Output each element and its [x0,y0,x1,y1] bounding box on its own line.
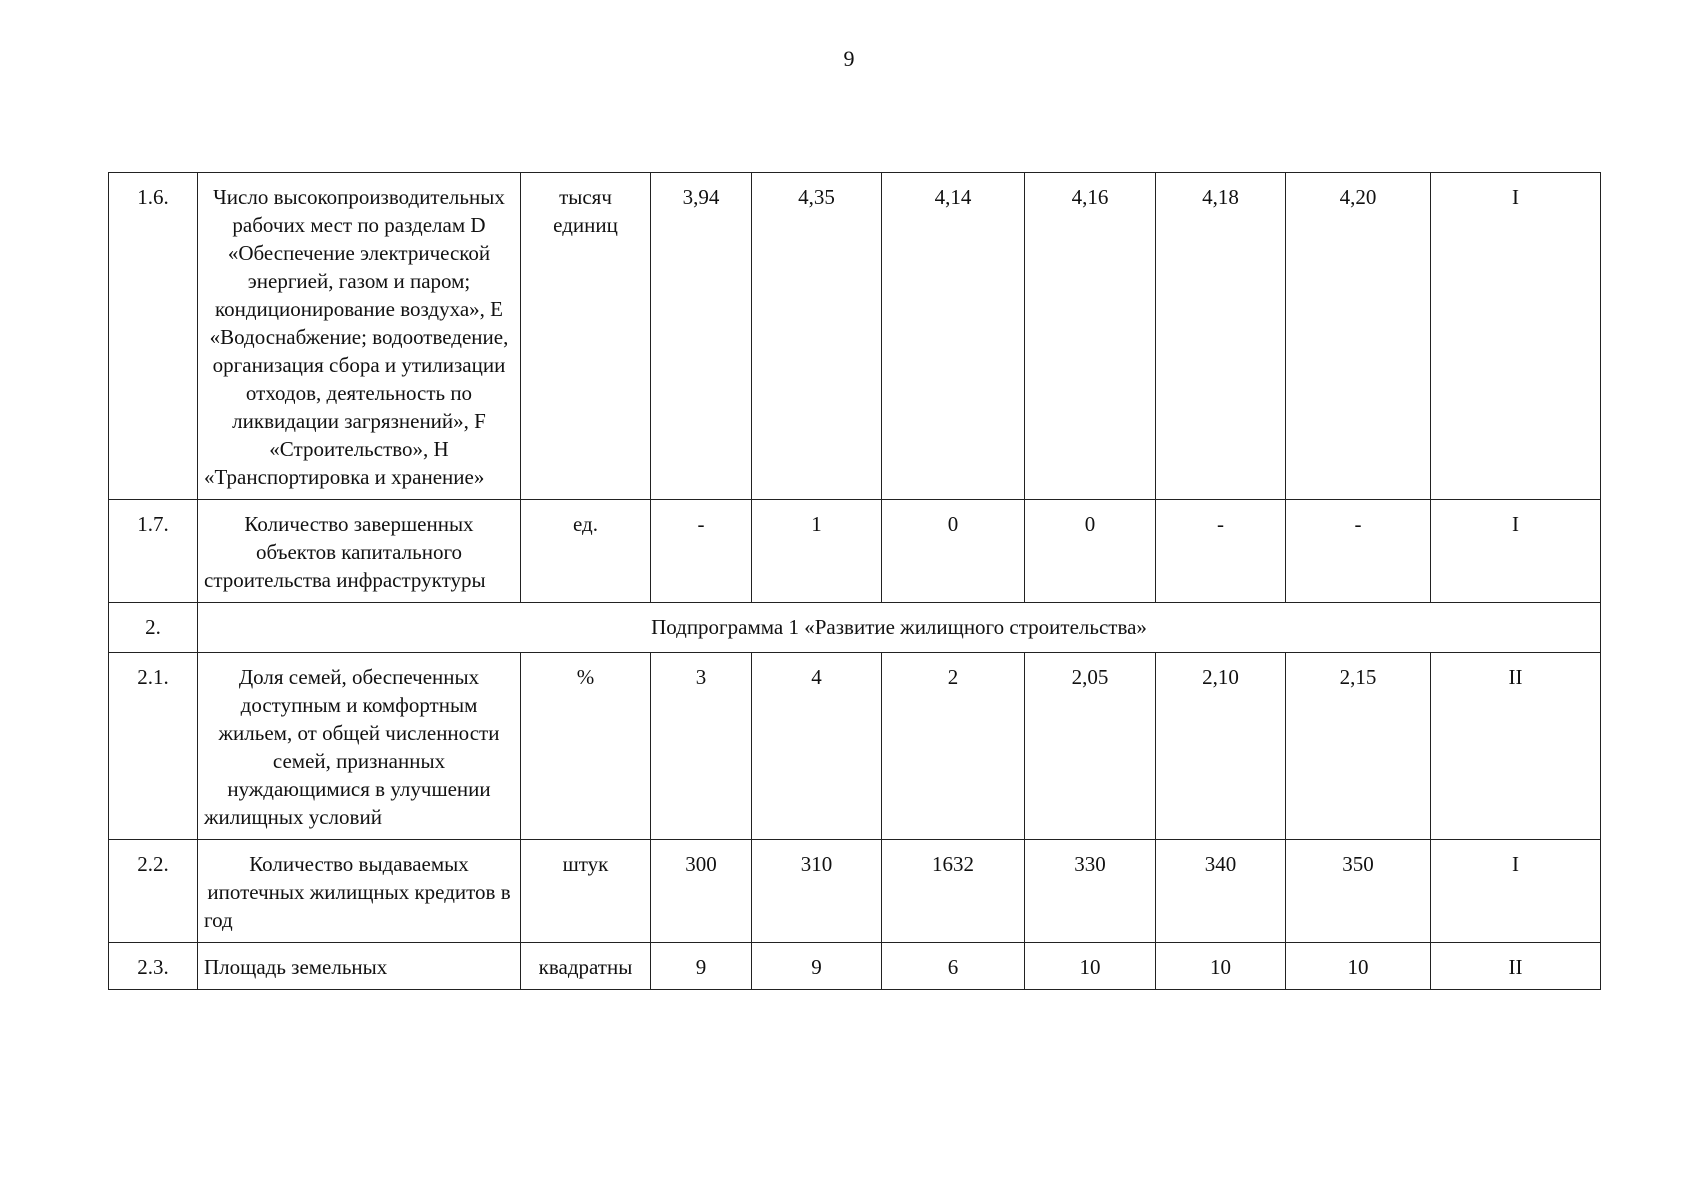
value-cell: 4,18 [1156,173,1286,500]
value-cell: 2,10 [1156,653,1286,840]
value-cell: 1 [752,500,882,603]
value-cell: 340 [1156,840,1286,943]
value-cell: - [651,500,752,603]
unit-cell: тысяч единиц [521,173,651,500]
value-cell: 3 [651,653,752,840]
value-cell: 4,35 [752,173,882,500]
value-cell: - [1286,500,1431,603]
value-cell: 4,16 [1025,173,1156,500]
indicators-table [108,172,1601,990]
table-row [109,500,1601,603]
section-title: Подпрограмма 1 «Развитие жилищного строительства» [198,603,1601,653]
value-cell: 3,94 [651,173,752,500]
indicator-name: Количество завершенных объектов капитального строительства инфраструктуры [198,500,521,603]
type-cell: I [1431,840,1601,943]
row-number: 2.1. [109,653,198,840]
value-cell: 9 [752,943,882,990]
value-cell: 4 [752,653,882,840]
type-cell: II [1431,653,1601,840]
table-row [109,943,1601,990]
value-cell: 1632 [882,840,1025,943]
value-cell: 330 [1025,840,1156,943]
value-cell: 6 [882,943,1025,990]
value-cell: 350 [1286,840,1431,943]
value-cell: - [1156,500,1286,603]
table-row [109,173,1601,500]
indicator-name: Количество выдаваемых ипотечных жилищных кредитов в год [198,840,521,943]
type-cell: I [1431,173,1601,500]
value-cell: 2 [882,653,1025,840]
value-cell: 4,14 [882,173,1025,500]
value-cell: 10 [1025,943,1156,990]
value-cell: 310 [752,840,882,943]
type-cell: I [1431,500,1601,603]
value-cell: 10 [1156,943,1286,990]
value-cell: 0 [882,500,1025,603]
indicator-name: Площадь земельных [198,943,521,990]
value-cell: 300 [651,840,752,943]
type-cell: II [1431,943,1601,990]
row-number: 1.6. [109,173,198,500]
indicator-name: Доля семей, обеспеченных доступным и комфортным жильем, от общей численности семей, признанных нуждающимися в улучшении жилищных условий [198,653,521,840]
unit-cell: ед. [521,500,651,603]
unit-cell: % [521,653,651,840]
row-number: 1.7. [109,500,198,603]
value-cell: 2,05 [1025,653,1156,840]
table-row [109,653,1601,840]
section-row [109,603,1601,653]
value-cell: 0 [1025,500,1156,603]
page-number: 9 [843,46,855,71]
value-cell: 4,20 [1286,173,1431,500]
section-number: 2. [109,603,198,653]
unit-cell: штук [521,840,651,943]
unit-cell: квадратны [521,943,651,990]
value-cell: 2,15 [1286,653,1431,840]
table-row [109,840,1601,943]
value-cell: 9 [651,943,752,990]
row-number: 2.2. [109,840,198,943]
indicator-name: Число высокопроизводительных рабочих мест по разделам D «Обеспечение электрической энергией, газом и паром; кондиционирование воздуха», E «Водоснабжение; водоотведение, организация сбора и утилизации отходов, деятельность по ликвидации загрязнений», F «Строительство», H «Транспортировка и хранение» [198,173,521,500]
value-cell: 10 [1286,943,1431,990]
row-number: 2.3. [109,943,198,990]
